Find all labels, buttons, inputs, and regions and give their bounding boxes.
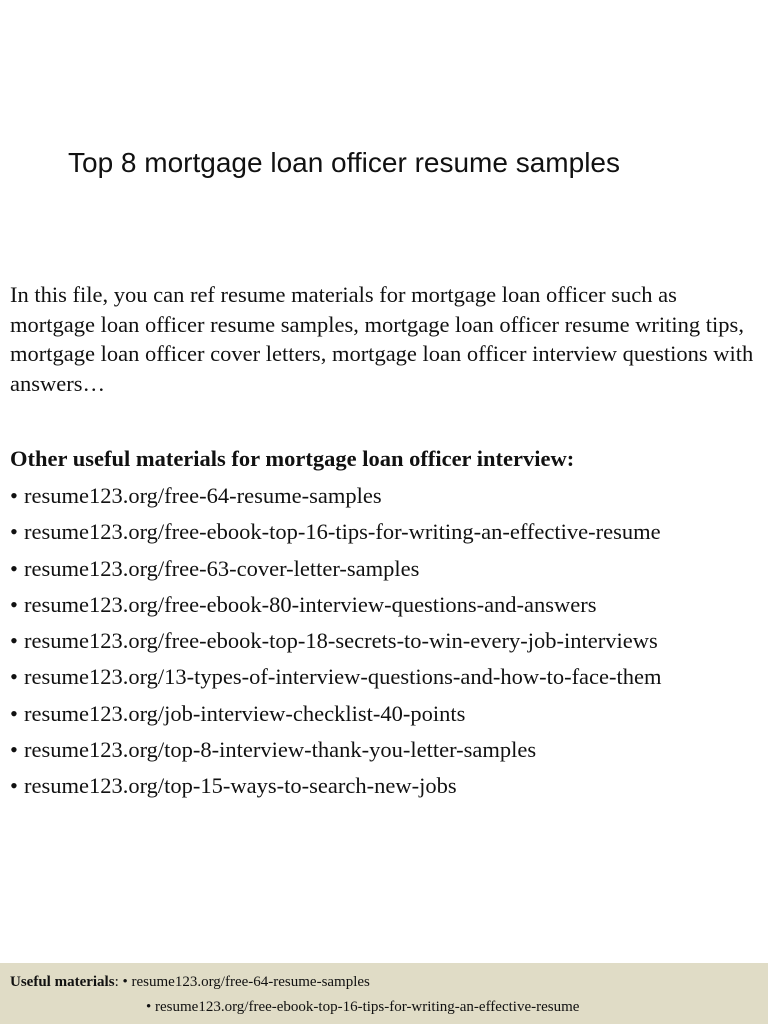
material-link[interactable]: resume123.org/13-types-of-interview-questions-and-how-to-face-them <box>24 664 662 690</box>
materials-heading: Other useful materials for mortgage loan officer interview: <box>10 446 575 471</box>
bullet-icon: • <box>10 591 18 617</box>
material-link[interactable]: resume123.org/top-15-ways-to-search-new-jobs <box>24 773 457 799</box>
footer-label: Useful materials <box>10 974 115 990</box>
intro-paragraph: In this file, you can ref resume materials for mortgage loan officer such as mortgage loan officer resume samples, mortgage loan officer resume writing tips, mortgage loan officer cover letters, mortgage loan officer interview questions with answers… <box>10 282 754 396</box>
material-link[interactable]: resume123.org/free-ebook-top-16-tips-for-writing-an-effective-resume <box>24 519 661 545</box>
list-item <box>10 698 765 734</box>
material-link[interactable]: resume123.org/free-64-resume-samples <box>24 483 382 508</box>
list-item <box>10 734 765 770</box>
bullet-icon: • <box>122 974 128 990</box>
bullet-icon: • <box>146 999 152 1015</box>
footer-link[interactable]: resume123.org/free-ebook-top-16-tips-for-writing-an-effective-resume <box>155 999 580 1015</box>
list-item <box>10 661 765 697</box>
footer-bar <box>0 963 768 1024</box>
bullet-icon: • <box>10 519 18 545</box>
material-link[interactable]: resume123.org/job-interview-checklist-40-points <box>24 700 466 726</box>
list-item <box>10 553 765 589</box>
bullet-icon: • <box>10 483 18 508</box>
list-item <box>10 480 765 516</box>
footer-line <box>10 972 370 992</box>
bullet-icon: • <box>10 555 18 581</box>
bullet-icon: • <box>10 773 18 799</box>
list-item <box>10 770 765 806</box>
list-item <box>10 625 765 661</box>
footer-separator: : <box>114 974 123 990</box>
page-title: Top 8 mortgage loan officer resume samples <box>68 147 620 178</box>
materials-link-list <box>10 480 765 807</box>
material-link[interactable]: resume123.org/free-63-cover-letter-samples <box>24 555 420 581</box>
bullet-icon: • <box>10 628 18 654</box>
footer-link[interactable]: resume123.org/free-64-resume-samples <box>131 974 370 990</box>
list-item <box>10 589 765 625</box>
bullet-icon: • <box>10 737 18 763</box>
list-item <box>10 516 765 552</box>
bullet-icon: • <box>10 664 18 690</box>
footer-line <box>146 997 579 1017</box>
material-link[interactable]: resume123.org/top-8-interview-thank-you-letter-samples <box>24 737 537 763</box>
bullet-icon: • <box>10 700 18 726</box>
material-link[interactable]: resume123.org/free-ebook-top-18-secrets-to-win-every-job-interviews <box>24 628 658 654</box>
material-link[interactable]: resume123.org/free-ebook-80-interview-questions-and-answers <box>24 591 597 617</box>
